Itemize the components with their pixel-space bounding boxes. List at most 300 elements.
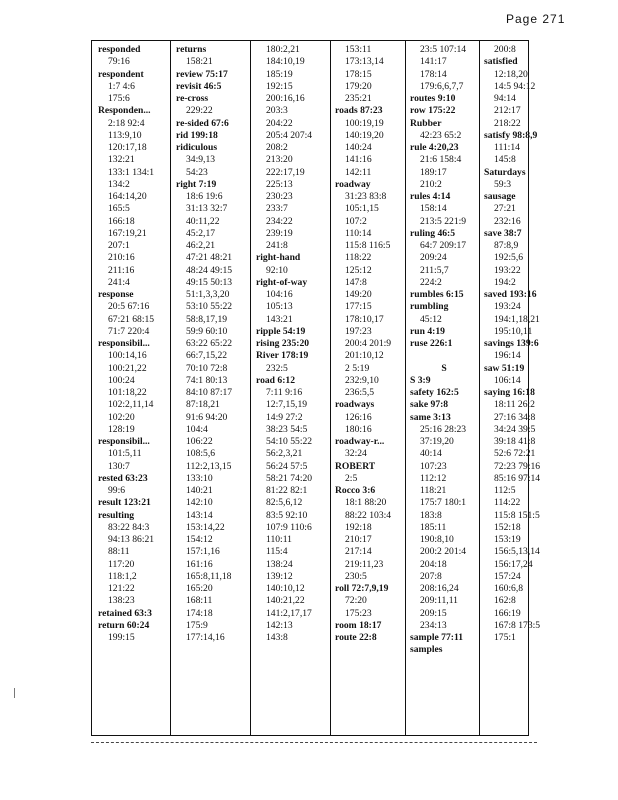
page-references: 134:2 bbox=[108, 178, 130, 190]
index-term: satisfy 98:8,9 bbox=[484, 129, 538, 141]
page-references: 45:12 bbox=[420, 313, 442, 325]
index-term: ridiculous bbox=[176, 142, 218, 153]
page-references: 234:13 bbox=[420, 619, 447, 631]
page-references: 84:10 87:17 bbox=[186, 387, 233, 398]
page-references: 239:19 bbox=[266, 227, 293, 239]
page-references: 204:22 bbox=[266, 117, 293, 129]
page-references: 185:11 bbox=[420, 521, 447, 533]
page-references: 133:10 bbox=[186, 472, 213, 484]
page-references: 166:19 bbox=[494, 607, 521, 619]
page-references: 192:5,6 bbox=[494, 252, 524, 264]
page-references: 140:10,12 bbox=[266, 583, 305, 594]
page-references: 200:8 bbox=[494, 44, 516, 55]
page-references: 48:24 49:15 bbox=[186, 264, 233, 276]
page-references: 118:22 bbox=[345, 252, 372, 264]
page-references: 56:2,3,21 bbox=[266, 448, 303, 460]
page-references bbox=[408, 350, 480, 362]
index-term: Saturdays bbox=[484, 166, 526, 178]
page-references: 88:11 bbox=[108, 546, 130, 558]
page-references: 185:19 bbox=[266, 68, 293, 80]
page-references: 142:11 bbox=[345, 166, 372, 178]
page-references: 175:6 bbox=[108, 93, 130, 104]
page-references: 143:14 bbox=[186, 509, 213, 521]
page-references: 7:11 9:16 bbox=[266, 387, 303, 398]
page-references: 87:8,9 bbox=[494, 240, 519, 251]
page-references: 229:22 bbox=[186, 105, 213, 117]
index-term: saw 51:19 bbox=[484, 362, 525, 374]
page-references: 142:10 bbox=[186, 497, 213, 509]
page-references: 51:1,3,3,20 bbox=[186, 289, 230, 300]
page-references: 115:8 151:5 bbox=[494, 509, 540, 521]
page-references: 211:16 bbox=[108, 264, 135, 276]
page-references: 105:13 bbox=[266, 301, 293, 313]
page-references: 14:5 94:12 bbox=[494, 80, 536, 92]
page-references: 66:7,15,22 bbox=[186, 350, 228, 362]
page-references: 72:23 79:16 bbox=[494, 460, 541, 472]
page-references: 165:20 bbox=[186, 583, 213, 594]
page-references: 175:9 bbox=[186, 619, 208, 631]
page-references: 12:18,20 bbox=[494, 68, 528, 80]
page-references: 106:14 bbox=[494, 374, 521, 386]
page-references: 121:22 bbox=[108, 583, 135, 594]
page-references: 190:8,10 bbox=[420, 534, 454, 545]
index-term: rested 63:23 bbox=[98, 472, 148, 484]
page-references: 210:16 bbox=[108, 252, 135, 264]
page-references: 138:24 bbox=[266, 558, 293, 570]
page-references: 99:6 bbox=[108, 485, 126, 496]
page-references: 143:8 bbox=[266, 632, 288, 643]
index-term: sake 97:8 bbox=[410, 399, 449, 411]
page-references: 209:24 bbox=[420, 252, 447, 264]
index-term: ROBERT bbox=[335, 460, 376, 472]
index-term: responded bbox=[98, 44, 141, 55]
page-references: 49:15 50:13 bbox=[186, 276, 233, 288]
page-references: 74:1 80:13 bbox=[186, 374, 228, 386]
index-term: roadway bbox=[335, 178, 371, 190]
page-references: 34:24 39:5 bbox=[494, 423, 536, 435]
page-references: 153:19 bbox=[494, 534, 521, 545]
page-references: 92:10 bbox=[266, 264, 288, 276]
index-term: sample 77:11 bbox=[410, 632, 464, 643]
page-references: 38:23 54:5 bbox=[266, 423, 308, 435]
page-references: 114:22 bbox=[494, 497, 521, 509]
page-references: 209:15 bbox=[420, 607, 447, 619]
index-term: resulting bbox=[98, 509, 135, 521]
page-references: 183:8 bbox=[420, 509, 442, 521]
page-references: 12:7,15,19 bbox=[266, 399, 308, 411]
page-references: 108:5,6 bbox=[186, 448, 216, 460]
page-references: 210:2 bbox=[420, 178, 442, 190]
page-references: 104:4 bbox=[186, 423, 208, 435]
page-references: 141:17 bbox=[420, 56, 447, 68]
page-references: 2 5:19 bbox=[345, 362, 370, 374]
page-references: 200:4 201:9 bbox=[345, 338, 392, 349]
page-references: 140:21 bbox=[186, 485, 213, 496]
index-term: response bbox=[98, 289, 134, 300]
page-references: 112:2,13,15 bbox=[186, 460, 232, 472]
index-term: Responden... bbox=[98, 105, 151, 117]
page-references: 232:9,10 bbox=[345, 374, 379, 386]
index-term: routes 9:10 bbox=[410, 93, 456, 104]
index-term: sausage bbox=[484, 191, 516, 202]
page-references: 111:14 bbox=[494, 142, 520, 153]
index-term: River 178:19 bbox=[256, 350, 309, 362]
index-term: Rocco 3:6 bbox=[335, 485, 376, 496]
page-references: 46:2,21 bbox=[186, 240, 216, 251]
page-references: 212:17 bbox=[494, 105, 521, 117]
index-term: row 175:22 bbox=[410, 105, 456, 117]
page-references: 147:8 bbox=[345, 276, 367, 288]
page-references: 205:4 207:4 bbox=[266, 129, 313, 141]
page-references: 104:16 bbox=[266, 289, 293, 300]
page-references: 166:18 bbox=[108, 215, 135, 227]
page-references: 27:21 bbox=[494, 203, 516, 215]
page-references: 91:6 94:20 bbox=[186, 411, 228, 423]
page-references: 106:22 bbox=[186, 436, 213, 447]
page-references: 196:14 bbox=[494, 350, 521, 362]
page-references: 67:21 68:15 bbox=[108, 313, 155, 325]
page-references: 2:18 92:4 bbox=[108, 117, 145, 129]
page-references: 100:19,19 bbox=[345, 117, 384, 129]
page-references: 199:15 bbox=[108, 632, 135, 643]
page-references: 142:13 bbox=[266, 619, 293, 631]
index-term: saved 193:16 bbox=[484, 289, 537, 300]
index-term: safety 162:5 bbox=[410, 387, 459, 398]
index-term: ruling 46:5 bbox=[410, 227, 456, 239]
page-references: 58:8,17,19 bbox=[186, 313, 228, 325]
column-divider bbox=[405, 40, 406, 736]
index-term: samples bbox=[410, 644, 443, 656]
page-references: 141:16 bbox=[345, 154, 372, 166]
page-references: 82:5,6,12 bbox=[266, 497, 303, 509]
page-references: 184:10,19 bbox=[266, 56, 305, 68]
page-references: 125:12 bbox=[345, 264, 372, 276]
page-references: 174:18 bbox=[186, 607, 213, 619]
page-references: 102:2,11,14 bbox=[108, 399, 154, 411]
page-references: 177:14,16 bbox=[186, 632, 225, 643]
page-references: 42:23 65:2 bbox=[420, 129, 462, 141]
index-term: saying 16:18 bbox=[484, 387, 535, 398]
column-divider bbox=[330, 40, 331, 736]
index-term: respondent bbox=[98, 68, 144, 80]
page-references: 200:2 201:4 bbox=[420, 546, 467, 558]
page-references: 120:17,18 bbox=[108, 142, 147, 153]
page-references: 126:16 bbox=[345, 411, 372, 423]
page-references: 32:24 bbox=[345, 448, 367, 460]
page-references: 167:19,21 bbox=[108, 227, 147, 239]
page-references: 204:18 bbox=[420, 558, 447, 570]
page-references: 115:8 116:5 bbox=[345, 240, 391, 251]
page-references: 235:21 bbox=[345, 93, 372, 104]
page-references: 88:22 103:4 bbox=[345, 509, 392, 521]
index-term: satisfied bbox=[484, 56, 518, 68]
index-term: route 22:8 bbox=[335, 632, 377, 643]
page-references: 211:5,7 bbox=[420, 264, 449, 276]
index-term: road 6:12 bbox=[256, 374, 295, 386]
index-term: run 4:19 bbox=[410, 325, 445, 337]
page-references: 70:10 72:8 bbox=[186, 362, 228, 374]
page-references: 189:17 bbox=[420, 166, 447, 178]
index-term: revisit 46:5 bbox=[176, 80, 222, 92]
page-references: 34:9,13 bbox=[186, 154, 216, 166]
page-references: 165:5 bbox=[108, 203, 130, 215]
page-references: 54:10 55:22 bbox=[266, 436, 313, 447]
page-references: 117:20 bbox=[108, 558, 135, 570]
page-references: 194:2 bbox=[494, 276, 516, 288]
index-term: rules 4:14 bbox=[410, 191, 451, 202]
page-references: 58:21 74:20 bbox=[266, 472, 313, 484]
page-references: 153:11 bbox=[345, 44, 372, 55]
page-references: 112:12 bbox=[420, 472, 447, 484]
index-term: right-of-way bbox=[256, 276, 308, 288]
index-term: room 18:17 bbox=[335, 619, 382, 631]
page-references: 230:23 bbox=[266, 191, 293, 202]
page-references: 197:23 bbox=[345, 325, 372, 337]
page-references: 18:1 88:20 bbox=[345, 497, 387, 509]
index-term: responsibil... bbox=[98, 338, 150, 349]
page-references: 18:6 19:6 bbox=[186, 191, 223, 202]
page-references: 128:19 bbox=[108, 423, 135, 435]
page-references: 180:16 bbox=[345, 423, 372, 435]
page-references: 241:4 bbox=[108, 276, 130, 288]
page-references: 40:14 bbox=[420, 448, 442, 460]
page-references: 47:21 48:21 bbox=[186, 252, 233, 264]
page-references: 53:10 55:22 bbox=[186, 301, 233, 313]
index-column-5 bbox=[408, 44, 480, 734]
page-references: 18:11 26:2 bbox=[494, 399, 535, 411]
page-references: 113:9,10 bbox=[108, 129, 142, 141]
index-term: roads 87:23 bbox=[335, 105, 383, 117]
margin-mark bbox=[14, 688, 16, 698]
index-term: retained 63:3 bbox=[98, 607, 152, 619]
page-references: 217:14 bbox=[345, 546, 372, 558]
page-references: 52:6 72:21 bbox=[494, 448, 536, 460]
index-term: review 75:17 bbox=[176, 68, 228, 80]
page-references: 158:14 bbox=[420, 203, 447, 215]
page-references: 218:22 bbox=[494, 117, 521, 129]
page-references: 210:17 bbox=[345, 534, 372, 545]
page-references: 168:11 bbox=[186, 595, 213, 607]
page-references: 219:11,23 bbox=[345, 558, 384, 570]
page-references: 236:5,5 bbox=[345, 387, 375, 398]
index-term: roll 72:7,9,19 bbox=[335, 583, 389, 594]
page-references: 201:10,12 bbox=[345, 350, 384, 362]
page-references: 140:21,22 bbox=[266, 595, 305, 607]
index-column-6 bbox=[482, 44, 554, 734]
index-term: roadways bbox=[335, 399, 375, 411]
index-term: right 7:19 bbox=[176, 178, 217, 190]
page-references: 179:20 bbox=[345, 80, 372, 92]
page-references: 165:8,11,18 bbox=[186, 570, 232, 582]
page-references: 178:10,17 bbox=[345, 313, 384, 325]
page-references: 178:14 bbox=[420, 68, 447, 80]
page-references: 232:16 bbox=[494, 215, 521, 227]
section-letter: S bbox=[441, 362, 447, 374]
page-references: 179:6,6,7,7 bbox=[420, 80, 464, 92]
page-references: 193:22 bbox=[494, 264, 521, 276]
page-references: 164:14,20 bbox=[108, 191, 147, 202]
page-references: 118:1,2 bbox=[108, 570, 137, 582]
page-references: 230:5 bbox=[345, 570, 367, 582]
index-column-1 bbox=[96, 44, 168, 734]
page-references: 213:5 221:9 bbox=[420, 215, 467, 227]
page-references: 173:13,14 bbox=[345, 56, 384, 68]
page-references: 143:21 bbox=[266, 313, 293, 325]
page-references: 27:16 34:8 bbox=[494, 411, 536, 423]
index-column-3 bbox=[254, 44, 326, 734]
page-references: 158:21 bbox=[186, 56, 213, 68]
page-references: 140:19,20 bbox=[345, 129, 384, 141]
index-term: right-hand bbox=[256, 252, 301, 264]
index-term: ruse 226:1 bbox=[410, 338, 453, 349]
page-references: 118:21 bbox=[420, 485, 447, 496]
page-references: 154:12 bbox=[186, 534, 213, 545]
page-references: 115:4 bbox=[266, 546, 288, 558]
page-references: 207:8 bbox=[420, 570, 442, 582]
page-references: 167:8 173:5 bbox=[494, 619, 541, 631]
page-references: 203:3 bbox=[266, 105, 288, 117]
index-term: S 3:9 bbox=[410, 374, 431, 386]
page-references: 194:1,18,21 bbox=[494, 313, 540, 325]
page-references: 45:2,17 bbox=[186, 227, 216, 239]
page-references: 63:22 65:22 bbox=[186, 338, 233, 349]
page-references: 37:19,20 bbox=[420, 436, 454, 447]
page-references: 140:24 bbox=[345, 142, 372, 153]
index-term: returns bbox=[176, 44, 207, 55]
index-term: responsibil... bbox=[98, 436, 150, 447]
page-references: 64:7 209:17 bbox=[420, 240, 467, 251]
page-references: 87:18,21 bbox=[186, 399, 220, 411]
page-references: 139:12 bbox=[266, 570, 293, 582]
page-references: 233:7 bbox=[266, 203, 288, 215]
page-references: 71:7 220:4 bbox=[108, 325, 150, 337]
page-references: 213:20 bbox=[266, 154, 293, 166]
page-references: 20:5 67:16 bbox=[108, 301, 150, 313]
column-divider bbox=[250, 40, 251, 736]
page-references: 94:13 86:21 bbox=[108, 534, 155, 545]
page-references: 175:7 180:1 bbox=[420, 497, 467, 509]
page-references: 31:13 32:7 bbox=[186, 203, 228, 215]
page-references: 23:5 107:14 bbox=[420, 44, 467, 55]
page-references: 59:3 bbox=[494, 178, 512, 190]
page-references: 207:1 bbox=[108, 240, 130, 251]
page-references: 83:5 92:10 bbox=[266, 509, 308, 521]
page-references: 192:18 bbox=[345, 521, 372, 533]
page-references: 107:2 bbox=[345, 215, 367, 227]
page-references: 105:1,15 bbox=[345, 203, 379, 215]
page-bottom-rule bbox=[91, 742, 537, 744]
page-references: 54:23 bbox=[186, 166, 208, 178]
page-references: 81:22 82:1 bbox=[266, 485, 308, 496]
index-term: rid 199:18 bbox=[176, 129, 218, 141]
page-references: 209:11,11 bbox=[420, 595, 458, 607]
page-references: 39:18 41:8 bbox=[494, 436, 536, 447]
index-term: roadway-r... bbox=[335, 436, 385, 447]
index-term: re-sided 67:6 bbox=[176, 117, 229, 129]
page-references: 149:20 bbox=[345, 289, 372, 300]
index-term: same 3:13 bbox=[410, 411, 451, 423]
page-references: 21:6 158:4 bbox=[420, 154, 462, 166]
page-references: 31:23 83:8 bbox=[345, 191, 387, 202]
page-references: 100:14,16 bbox=[108, 350, 147, 362]
page-references: 222:17,19 bbox=[266, 166, 305, 178]
page-references: 94:14 bbox=[494, 93, 516, 104]
index-term: rumbling bbox=[410, 301, 449, 313]
page-references: 208:2 bbox=[266, 142, 288, 153]
index-term: save 38:7 bbox=[484, 227, 522, 239]
index-term: Rubber bbox=[410, 117, 442, 129]
index-term: ripple 54:19 bbox=[256, 325, 306, 337]
page-references: 152:18 bbox=[494, 521, 521, 533]
page-references: 138:23 bbox=[108, 595, 135, 607]
column-divider bbox=[170, 40, 171, 736]
page-references: 156:5,13,14 bbox=[494, 546, 540, 558]
page-references: 156:17,24 bbox=[494, 558, 533, 570]
index-term: return 60:24 bbox=[98, 619, 150, 631]
page-references: 107:9 110:6 bbox=[266, 521, 312, 533]
page-references: 100:21,22 bbox=[108, 362, 147, 374]
page-references: 102:20 bbox=[108, 411, 135, 423]
index-term: rumbles 6:15 bbox=[410, 289, 464, 300]
page-references: 85:16 97:14 bbox=[494, 472, 541, 484]
page-references: 112:5 bbox=[494, 485, 516, 496]
page-references: 224:2 bbox=[420, 276, 442, 288]
page-references: 193:24 bbox=[494, 301, 521, 313]
page-references: 175:23 bbox=[345, 607, 372, 619]
page-references: 79:16 bbox=[108, 56, 130, 68]
page-references: 40:11,22 bbox=[186, 215, 220, 227]
page-references: 195:10,11 bbox=[494, 325, 533, 337]
page-references: 72:20 bbox=[345, 595, 367, 607]
page-references: 83:22 84:3 bbox=[108, 521, 150, 533]
page-references: 110:11 bbox=[266, 534, 292, 545]
page-references: 141:2,17,17 bbox=[266, 607, 312, 619]
index-term: rule 4:20,23 bbox=[410, 142, 459, 153]
page-references: 234:22 bbox=[266, 215, 293, 227]
page-references: 107:23 bbox=[420, 460, 447, 472]
page-references: 133:1 134:1 bbox=[108, 166, 155, 178]
page-references: 180:2,21 bbox=[266, 44, 300, 55]
page-references: 178:15 bbox=[345, 68, 372, 80]
page-references: 25:16 28:23 bbox=[420, 423, 467, 435]
index-term: rising 235:20 bbox=[256, 338, 310, 349]
page-references: 162:8 bbox=[494, 595, 516, 607]
page-references: 101:18,22 bbox=[108, 387, 147, 398]
page-references: 157:1,16 bbox=[186, 546, 220, 558]
page-references: 110:14 bbox=[345, 227, 372, 239]
page-references: 100:24 bbox=[108, 374, 135, 386]
index-column-4 bbox=[333, 44, 405, 734]
index-term: re-cross bbox=[176, 93, 209, 104]
index-term: result 123:21 bbox=[98, 497, 151, 509]
page-references: 225:13 bbox=[266, 178, 293, 190]
page-references: 2:5 bbox=[345, 472, 358, 484]
page-references: 208:16,24 bbox=[420, 583, 459, 594]
page-references: 177:15 bbox=[345, 301, 372, 313]
page-references: 132:21 bbox=[108, 154, 135, 166]
page-references: 192:15 bbox=[266, 80, 293, 92]
page-references: 59:9 60:10 bbox=[186, 325, 228, 337]
index-term: savings 139:6 bbox=[484, 338, 539, 349]
page-number: Page 271 bbox=[506, 12, 566, 26]
page-references: 130:7 bbox=[108, 460, 130, 472]
page-references: 175:1 bbox=[494, 632, 516, 643]
page-references: 241:8 bbox=[266, 240, 288, 251]
index-column-2 bbox=[174, 44, 246, 734]
page-references: 157:24 bbox=[494, 570, 521, 582]
page-references: 161:16 bbox=[186, 558, 213, 570]
page-references: 145:8 bbox=[494, 154, 516, 166]
